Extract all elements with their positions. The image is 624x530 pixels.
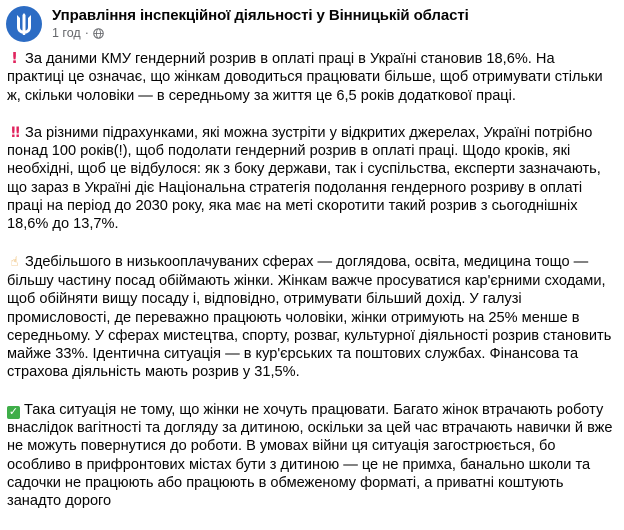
post-paragraph [7, 253, 615, 382]
globe-icon [93, 28, 104, 39]
meta-separator: · [84, 26, 89, 40]
page-name-link[interactable]: Управління інспекційної діяльності у Вінницькій області [52, 7, 469, 24]
post-paragraph [7, 401, 615, 511]
page-avatar[interactable] [6, 6, 42, 42]
red-exclamation-icon: ! [11, 49, 18, 67]
green-check-icon: ✓ [8, 405, 19, 418]
post-meta [52, 26, 104, 40]
trident-icon [6, 6, 42, 42]
post-timestamp[interactable]: 1 год [52, 26, 81, 40]
post-header [6, 4, 618, 44]
post-paragraph [7, 124, 615, 234]
double-exclamation-icon: !! [10, 124, 19, 141]
post-paragraph [7, 49, 615, 105]
paragraph-text: Здебільшого в низькооплачуваних сферах — доглядова, освіта, медицина тощо — більшу частину посад обіймають жінки. Жінкам важче просуватися кар'єрними сходами, щоб обійняти вищу посаду і, відповідно, отримувати більший дохід. У галузі промисловості, де переважно працюють чоловіки, жінки отримують на 25% менше в середньому. У сферах мистецтва, спорту, розваг, культурної діяльності розрив становить майже 33%. Ідентична ситуація — в кур'єрських та поштових службах. Фінансова та страхова діяльність мають розрив у 31,5%. [7, 253, 612, 381]
paragraph-text: За різними підрахунками, які можна зустріти у відкритих джерелах, Україні потрібно понад 100 років(!), щоб подолати гендерний розрив в оплаті праці. Щодо кроків, які необхідні, щоб це відбулося: як з боку держави, так і суспільства, експерти зазначають, що зараз в Україні діє Національна стратегія подолання гендерного розриву в оплаті праці на період до 2030 року, яка має на меті скоротити такий розрив з сьогоднішніх 18,6% до 13,7%. [7, 124, 601, 233]
pointing-hand-icon: ☝ [10, 254, 19, 270]
paragraph-text: За даними КМУ гендерний розрив в оплаті праці в Україні становив 18,6%. На практиці це означає, що жінкам доводиться працювати більше, щоб отримувати стільки ж, скільки чоловіки — в середньому за життя це 6,5 років додаткової праці. [7, 51, 603, 104]
post-body [7, 49, 615, 530]
paragraph-text: Така ситуація не тому, що жінки не хочуть працювати. Багато жінок втрачають роботу внаслідок вагітності та догляду за дитиною, оскільки за цей час втрачають навички й вже не можуть повернутися до роботи. В умовах війни ця ситуація загострюється, бо особливо в прифронтових містах бути з дитиною — це не примха, банально школи та садочки не працюють або працюють в обмеженому форматі, а приватні коштують занадто дорого [7, 401, 613, 510]
